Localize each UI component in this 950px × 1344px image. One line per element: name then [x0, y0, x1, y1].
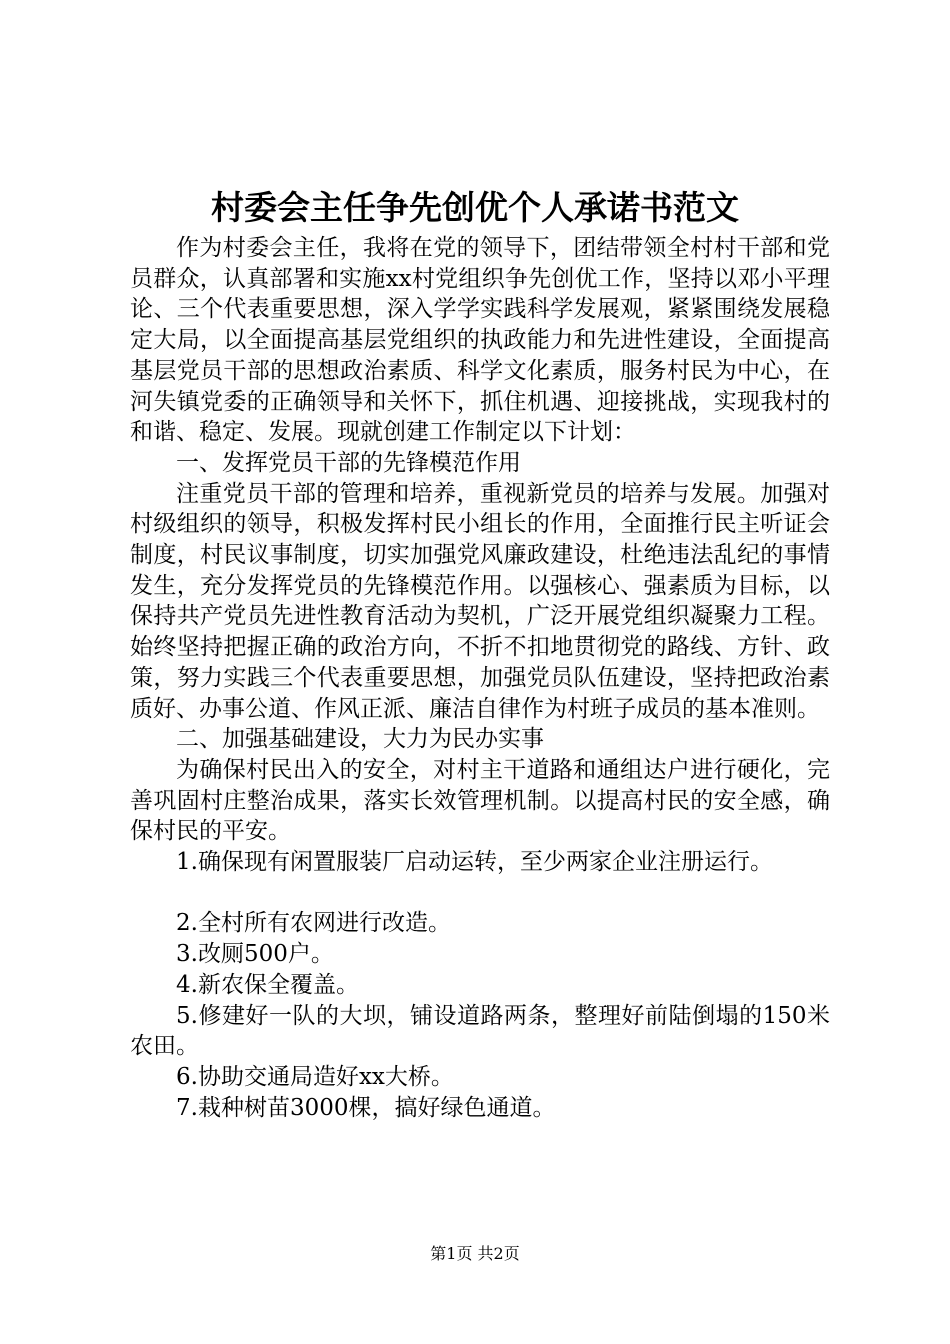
section-heading-1: 一、发挥党员干部的先锋模范作用	[176, 449, 521, 476]
page-footer: 第1页 共2页	[430, 1244, 520, 1263]
list-item-7: 7.栽种树苗3000棵，搞好绿色通道。	[176, 1094, 556, 1121]
paragraph-intro: 作为村委会主任，我将在党的领导下，团结带领全村村干部和党员群众，认真部署和实施xx村党组织争先创优工作，坚持以邓小平理论、三个代表重要思想，深入学学实践科学发展观，紧紧围绕发展稳定大局，以全面提高基层党组织的执政能力和先进性建设，全面提高基层党员干部的思想政治素质、科学文化素质，服务村民为中心，在河失镇党委的正确领导和关怀下，抓住机遇、迎接挑战，实现我村的和谐、稳定、发展。现就创建工作制定以下计划：	[130, 235, 830, 446]
list-item-1: 1.确保现有闲置服装厂启动运转，至少两家企业注册运行。	[176, 849, 773, 876]
list-item-2: 2.全村所有农网进行改造。	[176, 910, 451, 937]
list-item-3: 3.改厕500户。	[176, 941, 334, 968]
list-item-6: 6.协助交通局造好xx大桥。	[176, 1063, 454, 1090]
paragraph-section-1: 注重党员干部的管理和培养，重视新党员的培养与发展。加强对村级组织的领导，积极发挥村民小组长的作用，全面推行民主听证会制度，村民议事制度，切实加强党风廉政建设，杜绝违法乱纪的事情发生，充分发挥党员的先锋模范作用。以强核心、强素质为目标，以保持共产党员先进性教育活动为契机，广泛开展党组织凝聚力工程。始终坚持把握正确的政治方向，不折不扣地贯彻党的路线、方针、政策，努力实践三个代表重要思想，加强党员队伍建设，坚持把政治素质好、办事公道、作风正派、廉洁自律作为村班子成员的基本准则。	[130, 480, 830, 722]
section-heading-2: 二、加强基础建设，大力为民办实事	[176, 726, 544, 753]
document-title: 村委会主任争先创优个人承诺书范文	[211, 188, 739, 227]
list-item-4: 4.新农保全覆盖。	[176, 971, 359, 998]
list-item-5: 5.修建好一队的大坝，铺设道路两条，整理好前陆倒塌的150米农田。	[130, 1002, 830, 1060]
paragraph-section-2: 为确保村民出入的安全，对村主干道路和通组达户进行硬化，完善巩固村庄整治成果，落实长效管理机制。以提高村民的安全感，确保村民的平安。	[130, 756, 830, 845]
document-body	[130, 233, 830, 1123]
